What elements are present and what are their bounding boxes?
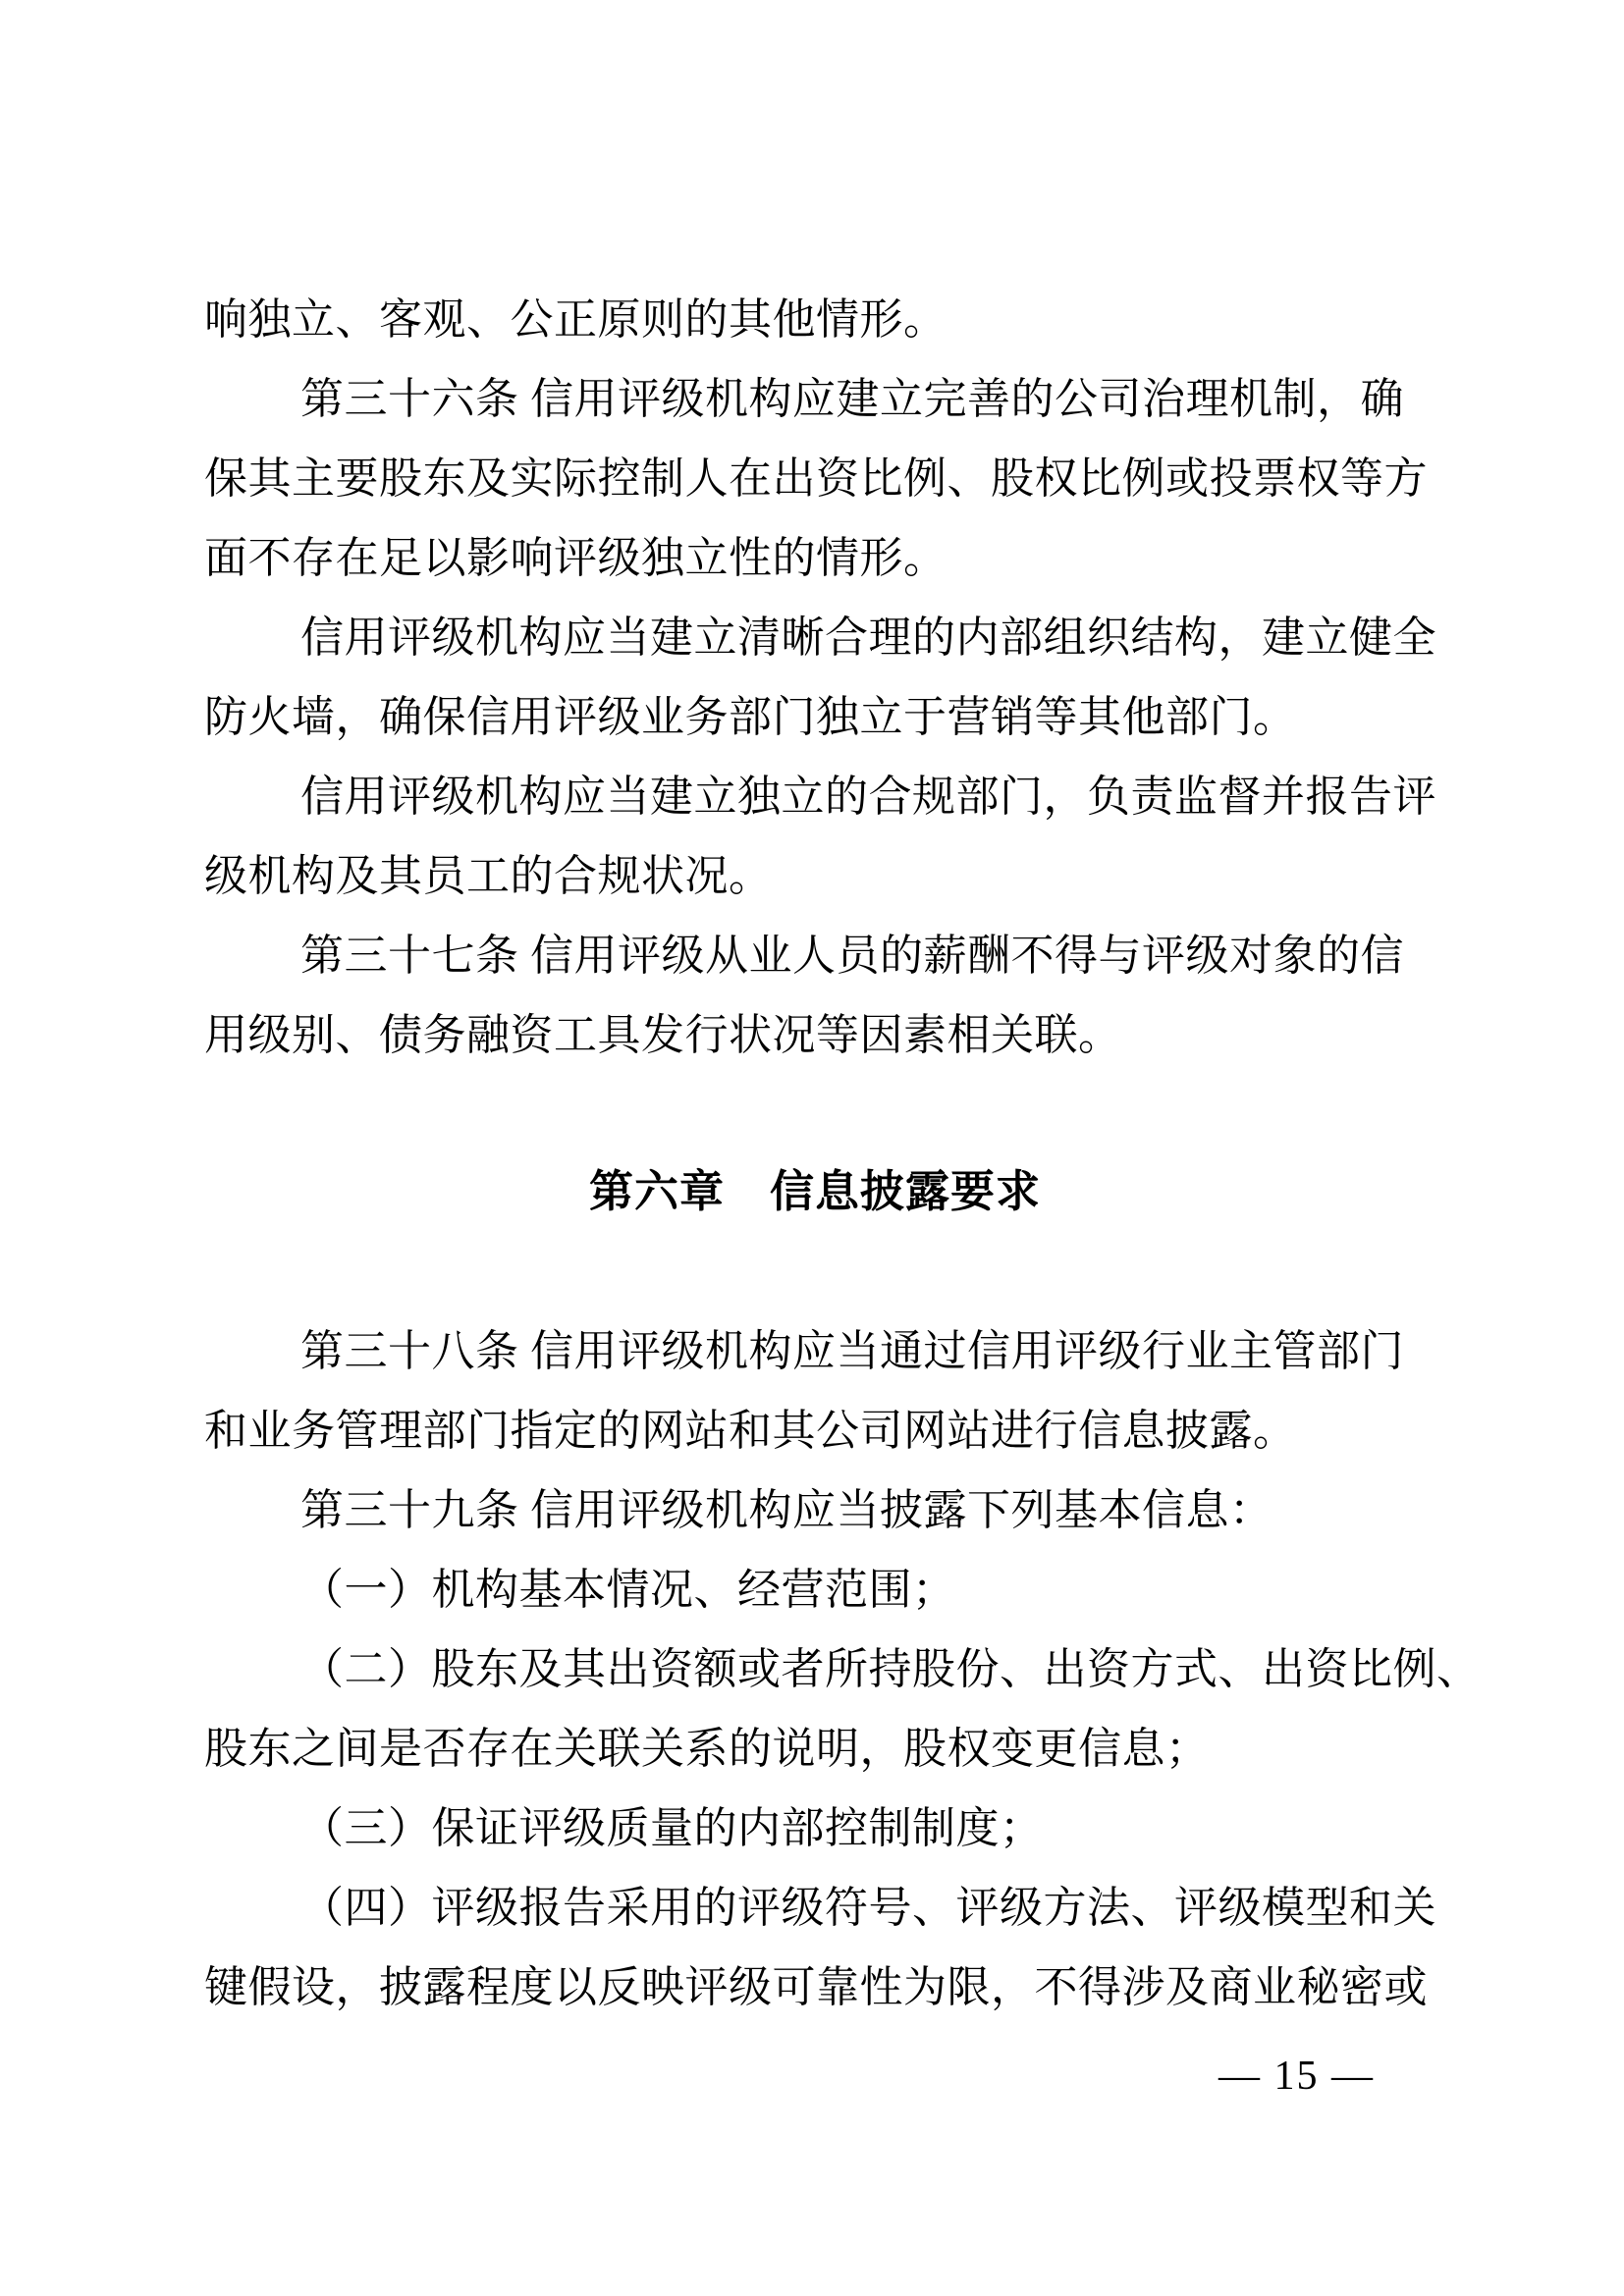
text-line: 用级别、债务融资工具发行状况等因素相关联。 — [204, 1011, 1122, 1059]
text-line: 响独立、客观、公正原则的其他情形。 — [204, 295, 947, 344]
text-line: （一）机构基本情况、经营范围； — [300, 1566, 956, 1614]
text-line: 保其主要股东及实际控制人在出资比例、股权比例或投票权等方 — [204, 454, 1428, 503]
text-line: （二）股东及其出资额或者所持股份、出资方式、出资比例、 — [300, 1645, 1481, 1693]
chapter-heading: 第六章 信息披露要求 — [588, 1165, 1041, 1217]
text-line: 第三十六条 信用评级机构应建立完善的公司治理机制，确 — [300, 375, 1404, 423]
text-line: 第三十九条 信用评级机构应当披露下列基本信息： — [300, 1486, 1273, 1534]
document-body — [204, 280, 1481, 2099]
text-line: 股东之间是否存在关联关系的说明，股权变更信息； — [204, 1725, 1210, 1773]
text-line: （四）评级报告采用的评级符号、评级方法、评级模型和关 — [300, 1884, 1436, 1932]
text-line: 第三十八条 信用评级机构应当通过信用评级行业主管部门 — [300, 1327, 1404, 1375]
text-line: 防火墙，确保信用评级业务部门独立于营销等其他部门。 — [204, 693, 1297, 741]
text-line: （三）保证评级质量的内部控制制度； — [300, 1804, 1044, 1852]
text-line: 级机构及其员工的合规状况。 — [204, 852, 773, 900]
text-line: 和业务管理部门指定的网站和其公司网站进行信息披露。 — [204, 1407, 1297, 1455]
text-line: 键假设，披露程度以反映评级可靠性为限，不得涉及商业秘密或 — [204, 1963, 1428, 2011]
text-line: 第三十七条 信用评级从业人员的薪酬不得与评级对象的信 — [300, 932, 1404, 980]
text-line: 信用评级机构应当建立独立的合规部门，负责监督并报告评 — [300, 773, 1436, 821]
text-line: 面不存在足以影响评级独立性的情形。 — [204, 534, 947, 582]
page-number: — 15 — — [1218, 2054, 1375, 2099]
text-line: 信用评级机构应当建立清晰合理的内部组织结构，建立健全 — [300, 614, 1436, 662]
